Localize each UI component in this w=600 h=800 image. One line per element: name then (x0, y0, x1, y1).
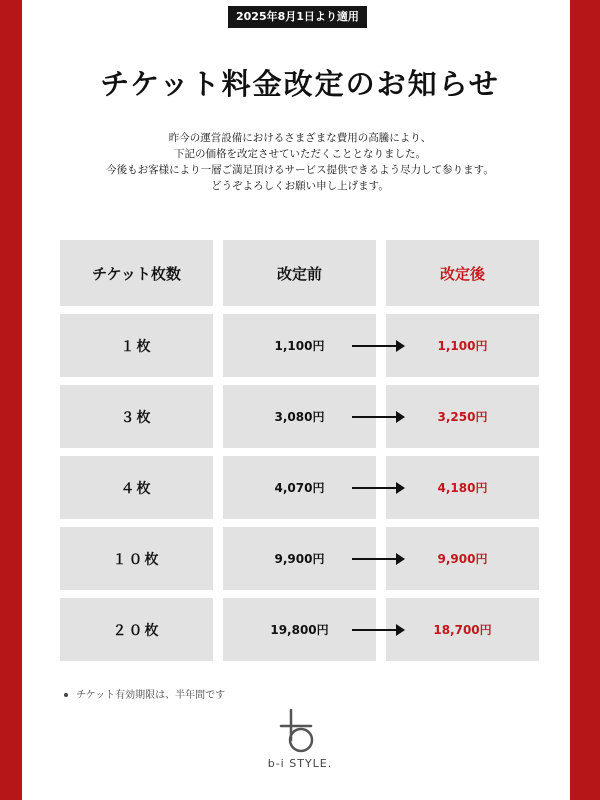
intro-line: 今後もお客様により一層ご満足頂けるサービス提供できるよう尽力して参ります。 (106, 164, 494, 176)
header-before: 改定前 (223, 240, 376, 306)
row-before-price: 1,100円 (223, 314, 376, 377)
validity-note-text: チケット有効期限は、半年間です (76, 690, 226, 701)
row-before-price: 3,080円 (223, 385, 376, 448)
effective-date-badge: 2025年8月1日より適用 (228, 6, 367, 28)
row-qty: ４枚 (60, 456, 213, 519)
right-arrow-icon (352, 552, 406, 566)
row-after-price: 4,180円 (386, 456, 539, 519)
row-after-price: 3,250円 (386, 385, 539, 448)
intro-line: 下記の価格を改定させていただくこととなりました。 (174, 148, 426, 160)
right-arrow-icon (352, 481, 406, 495)
intro-text (0, 130, 600, 194)
right-arrow-icon (352, 339, 406, 353)
row-qty: １０枚 (60, 527, 213, 590)
row-qty: ３枚 (60, 385, 213, 448)
brand-logo-icon (277, 708, 321, 754)
row-qty: ２０枚 (60, 598, 213, 661)
bullet-icon (64, 693, 68, 697)
row-after-price: 9,900円 (386, 527, 539, 590)
row-after-price: 1,100円 (386, 314, 539, 377)
intro-line: 昨今の運営設備におけるさまざまな費用の高騰により、 (168, 132, 432, 144)
right-arrow-icon (352, 410, 406, 424)
row-before-price: 9,900円 (223, 527, 376, 590)
row-qty: １枚 (60, 314, 213, 377)
row-before-price: 4,070円 (223, 456, 376, 519)
row-before-price: 19,800円 (223, 598, 376, 661)
right-arrow-icon (352, 623, 406, 637)
header-after: 改定後 (386, 240, 539, 306)
page-title: チケット料金改定のお知らせ (100, 67, 500, 101)
brand-logo-text: b-i STYLE. (267, 757, 333, 770)
validity-note (64, 686, 225, 701)
intro-line: どうぞよろしくお願い申し上げます。 (211, 180, 389, 192)
row-after-price: 18,700円 (386, 598, 539, 661)
header-ticket-count: チケット枚数 (60, 240, 213, 306)
